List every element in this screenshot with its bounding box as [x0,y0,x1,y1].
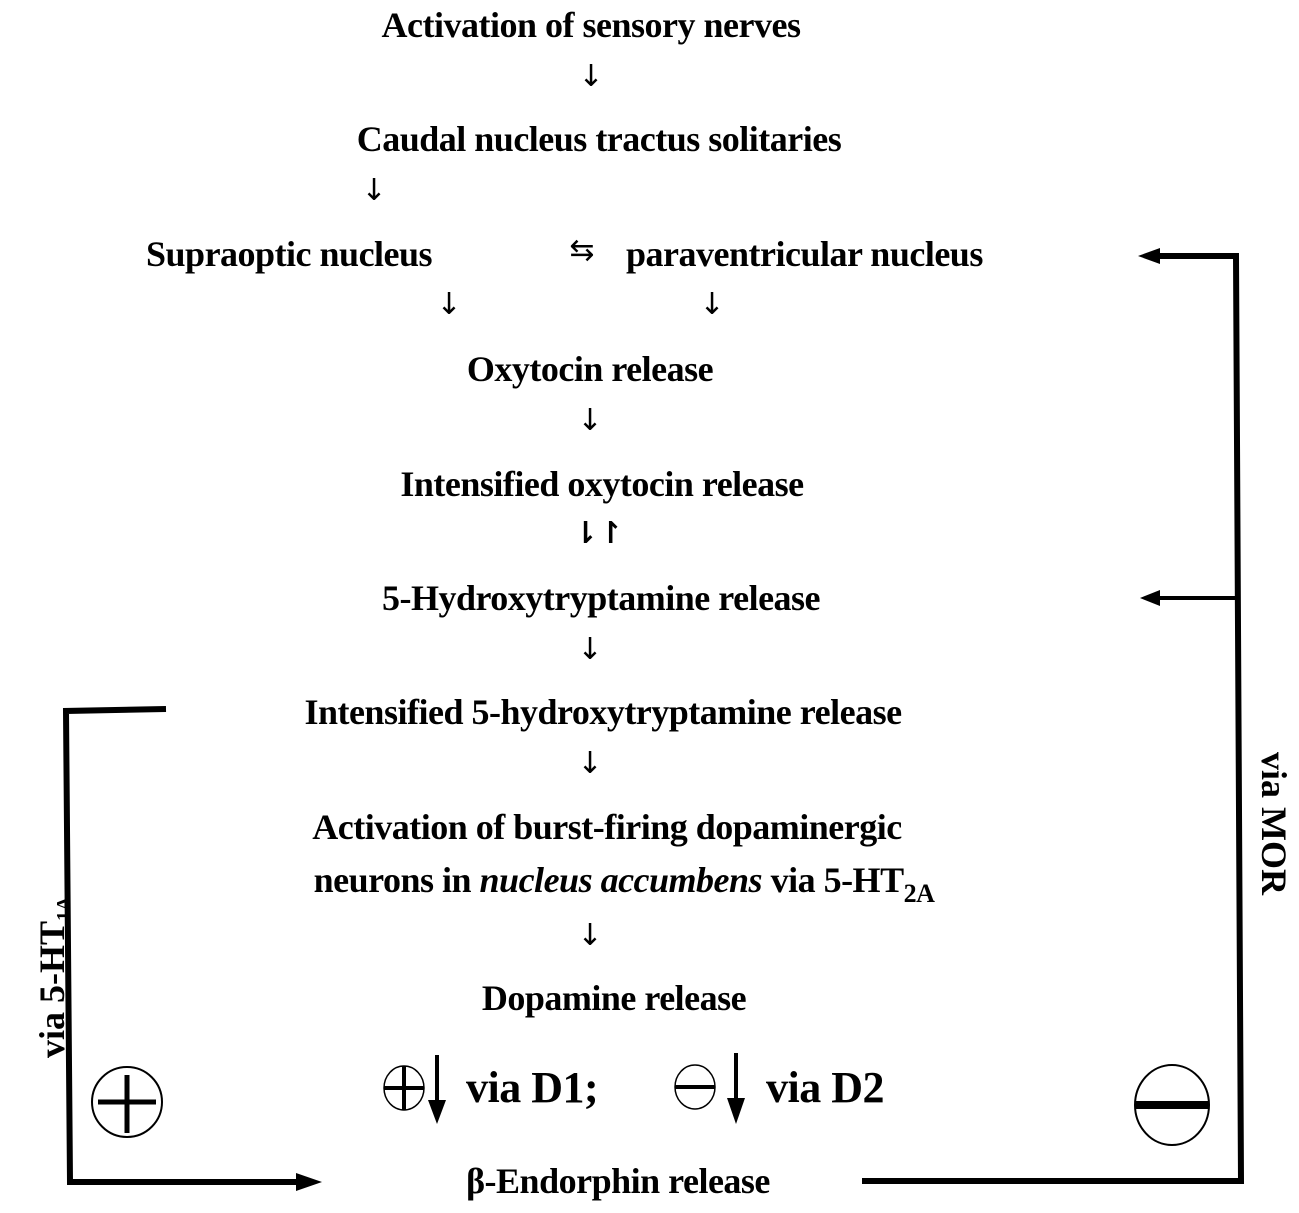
activation-prefix: neurons in [313,860,480,900]
d1-label: via D1; [466,1063,599,1112]
d2-down-arrow-icon [727,1053,745,1124]
node-caudal-nucleus: Caudal nucleus tractus solitaries [356,119,842,159]
node-intensified-5ht: Intensified 5-hydroxytryptamine release [304,692,902,732]
down-arrow-icon: ↓ [577,632,603,667]
node-dopamine-release: Dopamine release [481,978,747,1018]
down-arrow-icon: ↓ [578,59,604,94]
d2-label: via D2 [766,1063,884,1112]
exchange-arrows-icon: ⇆ [569,233,595,268]
node-sensory-nerves: Activation of sensory nerves [381,5,801,45]
node-oxytocin-release: Oxytocin release [466,349,714,389]
node-activation-line1: Activation of burst-firing dopaminergic [312,807,902,847]
left-arrowhead-icon [296,1173,322,1191]
via-5ht-text: via 5-HT [32,920,72,1058]
node-5ht-release: 5-Hydroxytryptamine release [381,578,821,618]
down-arrow-icon: ↓ [361,173,387,208]
minus-circle-icon [1135,1065,1209,1145]
down-arrow-icon: ↓ [577,746,603,781]
receptor-subscript: 2A [903,879,935,908]
down-arrow-icon: ↓ [699,287,725,322]
right-feedback-line [862,256,1241,1181]
node-activation-line2 [313,860,935,908]
right-mid-arrowhead-icon [1140,590,1160,606]
activation-suffix: via 5-HT [762,860,904,900]
via-5ht-subscript: 1A [53,896,75,921]
node-intensified-oxytocin: Intensified oxytocin release [400,464,804,504]
node-beta-endorphin-release: β-Endorphin release [466,1161,770,1201]
right-pathway-label: via MOR [1254,752,1294,895]
d1-down-arrow-icon [428,1055,446,1124]
left-pathway-label [32,896,75,1058]
node-supraoptic-nucleus: Supraoptic nucleus [146,234,433,274]
d1-plus-icon [384,1066,424,1110]
bidirectional-arrows-icon: ⇂↾ [572,516,624,551]
right-top-arrowhead-icon [1138,248,1160,264]
plus-circle-icon [92,1067,162,1137]
d2-minus-icon [675,1065,715,1109]
node-paraventricular-nucleus: paraventricular nucleus [626,234,983,274]
nucleus-accumbens-label: nucleus accumbens [479,860,763,900]
down-arrow-icon: ↓ [436,287,462,322]
down-arrow-icon: ↓ [577,403,603,438]
down-arrow-icon: ↓ [577,918,603,953]
